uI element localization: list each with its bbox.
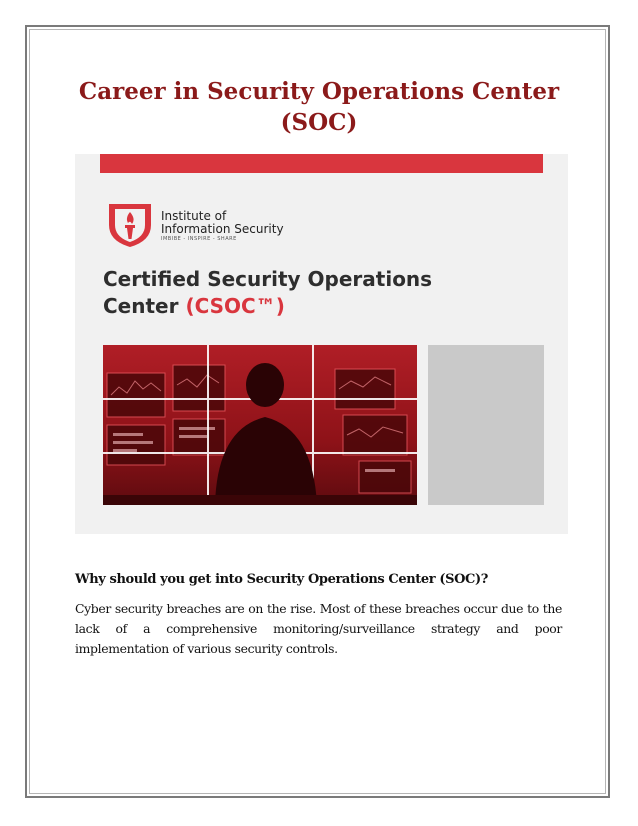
course-banner-image — [75, 154, 568, 534]
page-title: Career in Security Operations Center (SOC) — [78, 78, 560, 136]
torch-shield-logo-icon — [103, 201, 157, 249]
cert-title-line-2: Center — [103, 294, 179, 318]
logo-line-1: Institute of — [161, 209, 227, 223]
body-paragraph: Cyber security breaches are on the rise. Most of these breaches occur due to the lack of a comprehensive monitoring/surveillance strategy and poor implementation of various security controls. — [75, 601, 562, 656]
banner-top-bar — [100, 154, 543, 173]
soc-analyst-photo — [103, 345, 417, 505]
section-heading: Why should you get into Security Operations Center (SOC)? — [75, 572, 488, 587]
cert-title-acronym: (CSOC™) — [185, 294, 285, 318]
soc-monitors-illustration — [103, 345, 417, 505]
certification-title — [103, 266, 543, 320]
banner-grey-panel — [428, 345, 544, 505]
logo-tagline: IMBIBE - INSPIRE - SHARE — [161, 236, 237, 242]
logo-line-2: Information Security — [161, 222, 284, 236]
cert-title-line-1: Certified Security Operations — [103, 267, 433, 291]
logo-text — [161, 210, 284, 236]
